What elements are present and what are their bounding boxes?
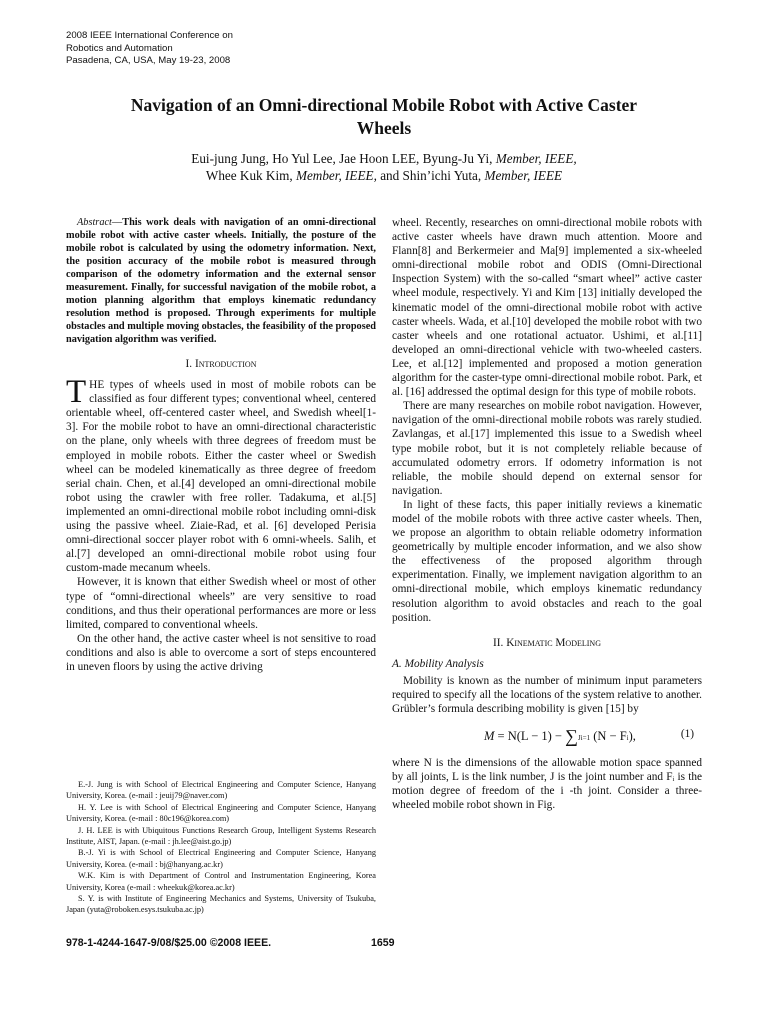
equation-term: (N − F xyxy=(593,729,627,744)
author-names: Eui-jung Jung, Ho Yul Lee, Jae Hoon LEE, Byung-Ju Yi, xyxy=(191,151,493,166)
equation-formula xyxy=(484,727,636,745)
abstract xyxy=(66,216,376,346)
left-column xyxy=(66,216,376,674)
author-names: and Shin’ichi Yuta, xyxy=(380,167,482,183)
sum-lower-limit: i=1 xyxy=(580,734,591,743)
paper-title xyxy=(60,94,708,139)
author-membership: Member, IEEE xyxy=(484,167,563,183)
author-membership: Member, IEEE, xyxy=(295,167,377,183)
abstract-body: This work deals with navigation of an omni-directional mobile robot with active caster wheels. Initially, the posture of the mobile robot is calculated by using the odometry information. Next, the position accuracy of the mobile robot is measured through comparison of the odometry information and the external sensor measurement. Finally, for successful navigation of the mobile robot, a motion planning algorithm that employs kinematic redundancy resolution method is proposed. Through experiments for multiple obstacles and multiple moving obstacles, the feasibility of the proposed navigation algorithm was verified. xyxy=(66,217,376,345)
author-membership: Member, IEEE, xyxy=(495,151,577,166)
author-line xyxy=(60,168,708,185)
sum-symbol: ∑ xyxy=(565,726,578,747)
paragraph: However, it is known that either Swedish wheel or most of other type of “omni-directional wheels” are very sensitive to road conditions, and thus their operational performances are more or less limited, compared to conventional wheels. xyxy=(66,576,376,631)
conference-line: 2008 IEEE International Conference on xyxy=(66,30,233,41)
footnote: H. Y. Lee is with School of Electrical Engineering and Computer Science, Hanyang University, Korea. (e-mail : 80c196@korea.com) xyxy=(66,802,376,824)
subsection-letter: A. xyxy=(392,657,402,670)
subsection-title: Mobility Analysis xyxy=(404,657,484,670)
abstract-dash: — xyxy=(111,217,123,228)
paragraph: There are many researches on mobile robot navigation. However, navigation of the omni-directional mobile robots was rarely studied. Zavlangas, et al.[17] implemented this issue to a Swedish wheel type mobile robot, but it is not completely reliable because of accumulated odometry errors. If odometry information is not reliable, the mobile should depend on external sensor for navigation. xyxy=(392,400,702,497)
paragraph-text: HE types of wheels used in most of mobile robots can be classified as four different types; conventional wheel, centered orientable wheel, off-centered caster wheel, and Swedish wheel[1-3]. For the mobile robot to have an omni-directional characteristic on the plane, only wheels with three degrees of freedom must be employed in mobile robots. Either the caster wheel or Swedish wheel can be modeled kinematically as three degree of freedom serial chain. Chen, et al.[4] developed an omni-directional mobile robot using the crawler with free roller. Tadakuma, et al.[5] implemented an omni-directional mobile robot including omni-disk using the passive wheel. Ziaie-Rad, et al. [6] developed Perisia omni-directional soccer player robot with 6 omni-wheels. Salih, et al.[7] developed an omni-directional mobile robot using four custom-made mecanum wheels. xyxy=(66,379,376,575)
equation-subscript: i xyxy=(626,734,629,743)
page-number: 1659 xyxy=(371,937,395,949)
equation-term: = N(L − 1) − xyxy=(497,729,562,744)
conference-line: Pasadena, CA, USA, May 19-23, 2008 xyxy=(66,55,231,66)
section-numeral: II. xyxy=(493,636,504,649)
paragraph: where N is the dimensions of the allowable motion space spanned by all joints, L is the link number, J is the joint number and Fᵢ is the motion degree of freedom of the i -th joint. Consider a three-wheeled mobile robot shown in Fig. xyxy=(392,757,702,812)
equation-term: ), xyxy=(628,729,636,744)
paragraph xyxy=(66,374,376,575)
section-heading-kinematic-modeling xyxy=(392,636,702,650)
section-title: Introduction xyxy=(194,358,257,370)
drop-cap: T xyxy=(66,374,87,411)
footnote: J. H. LEE is with Ubiquitous Functions Research Group, Intelligent Systems Research Institute, AIST, Japan. (e-mail : jh.lee@aist.go.jp) xyxy=(66,825,376,847)
author-names: Whee Kuk Kim, xyxy=(205,167,293,183)
paragraph: wheel. Recently, researches on omni-directional mobile robots with active caster wheels have drawn much attention. Moore and Flann[8] and Berkermeier and Ma[9] implemented a six-wheeled omni-directional mobile robot and ODIS (Omni-Directional Inspection System) with the so-called “smart wheel” active caster wheel module, respectively. Yi and Kim [13] initially developed the kinematic model of the omni-directional mobile robot with active caster wheels. Wada, et al.[10] developed the mobile robot with two caster wheels and one rotational actuator. Ushimi, et al.[11] developed an omni-directional vehicle with two-wheeled casters. Lee, et al.[12] implemented and proposed a motion generation algorithm for the caster-type omni-directional mobile robot. Park, et al. [16] addressed the optimal design for this type of mobile robots. xyxy=(392,217,702,399)
footnotes xyxy=(66,779,376,916)
title-line: Navigation of an Omni-directional Mobile Robot with Active Caster xyxy=(130,95,638,115)
isbn-copyright: 978-1-4244-1647-9/08/$25.00 ©2008 IEEE. xyxy=(66,937,272,949)
paragraph: On the other hand, the active caster wheel is not sensitive to road conditions and also is able to overcome a sort of steps encountered in uneven floors by using the active driving xyxy=(66,632,376,673)
conference-line: Robotics and Automation xyxy=(66,42,173,54)
equation-lhs: M xyxy=(484,729,495,744)
section-title: Kinematic Modeling xyxy=(506,636,601,649)
footnote: S. Y. is with Institute of Engineering Mechanics and Systems, University of Tsukuba, Japan (yuta@roboken.esys.tsukuba.ac.jp) xyxy=(66,894,376,915)
section-numeral: I. xyxy=(185,358,193,370)
author-list xyxy=(60,151,708,184)
equation xyxy=(392,719,702,753)
footnote: W.K. Kim is with Department of Control and Instrumentation Engineering, Korea University, Korea (e-mail : wheekuk@korea.ac.kr) xyxy=(66,871,376,892)
section-heading-introduction xyxy=(66,357,376,371)
right-column xyxy=(392,216,702,813)
paragraph: In light of these facts, this paper initially reviews a kinematic model of the mobile robots with three active caster wheels. Then, we propose an algorithm to obtain reliable odometry information geometrically by multiple encoder information, and we also show the effectiveness of the proposed algorithm through experimentation. Finally, we implement navigation algorithm to an omni-directional mobile, which employs kinematic redundancy resolution algorithm to avoid obstacles and reach to the goal position. xyxy=(392,498,702,624)
footnote: E.-J. Jung is with School of Electrical Engineering and Computer Science, Hanyang University, Korea. (e-mail : jeuij79@naver.com) xyxy=(66,780,376,801)
subsection-heading xyxy=(392,657,702,671)
title-line: Wheels xyxy=(356,117,412,138)
sum-upper-limit: J xyxy=(577,734,581,743)
conference-header xyxy=(66,30,233,68)
equation-number: (1) xyxy=(680,728,694,741)
author-line xyxy=(60,151,708,168)
paragraph: Mobility is known as the number of minimum input parameters required to specify all the locations of the system relative to another. Grübler’s formula describing mobility is given [15] by xyxy=(392,674,702,716)
abstract-lead: Abstract xyxy=(77,217,112,228)
footnote: B.-J. Yi is with School of Electrical Engineering and Computer Science, Hanyang University, Korea. (e-mail : bj@hanyang.ac.kr) xyxy=(66,848,376,869)
